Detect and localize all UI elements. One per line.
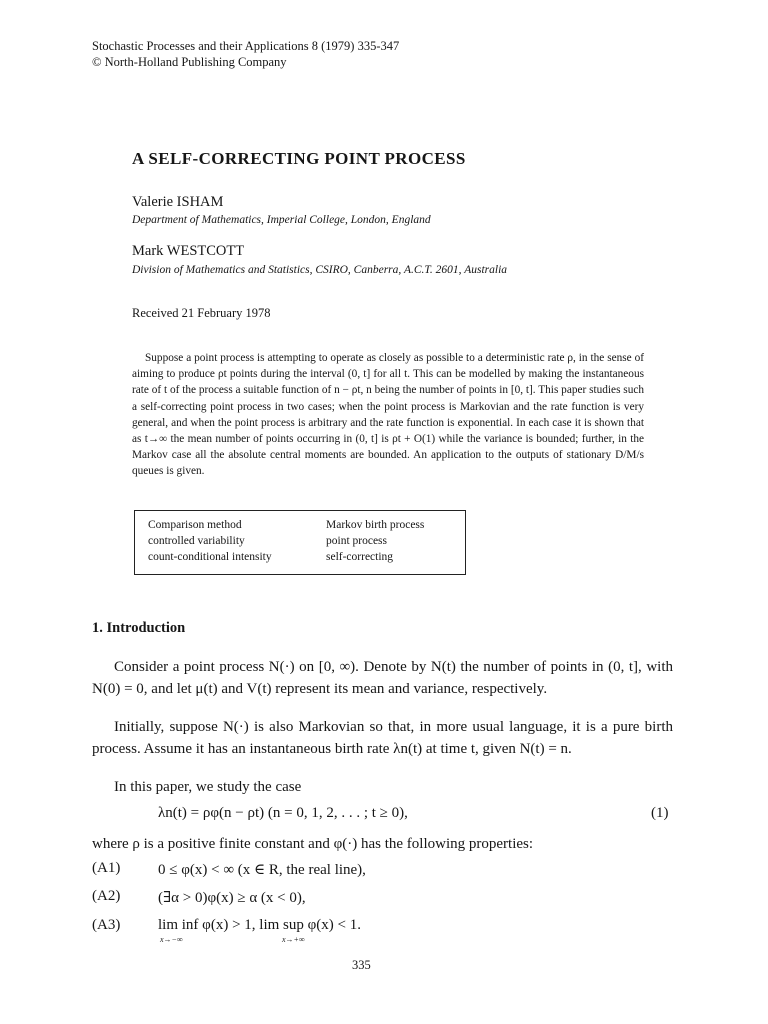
- keyword: Comparison method: [148, 519, 242, 531]
- abstract: Suppose a point process is attempting to operate as closely as possible to a deterministic rate ρ, in the sense of aiming to produce ρt points during the interval (0, t] for all t. This can be modelled by making the instantaneous rate of t of the process a suitable function of n − ρt, n being the number of points in [0, t]. This paper studies such a self-correcting point process in two cases; when the point process is Markovian and the rate function is very general, and when the point process is arbitrary and the rate function is exponential. In each case it is shown that as t→∞ the mean number of points occurring in (0, t] is ρt + O(1) while the variance is bounded; further, in the Markov case all the absolute central moments are bounded. An application to the outputs of stationary D/M/s queues is given.: [132, 352, 644, 478]
- equation: λn(t) = ρφ(n − ρt) (n = 0, 1, 2, . . . ; t ≥ 0),: [158, 805, 408, 821]
- author-name: Mark WESTCOTT: [132, 243, 245, 259]
- keywords-left-column: [148, 517, 272, 565]
- assumption-label: (A1): [92, 860, 121, 876]
- keyword: controlled variability: [148, 535, 245, 547]
- equation-number: (1): [651, 805, 669, 821]
- limit-subscript: x→+∞: [282, 935, 305, 944]
- assumption-text: (∃α > 0)φ(x) ≥ α (x < 0),: [158, 890, 306, 906]
- received-date: Received 21 February 1978: [132, 306, 271, 320]
- publisher-line: © North-Holland Publishing Company: [92, 55, 287, 69]
- assumption-text: lim inf φ(x) > 1, lim sup φ(x) < 1.: [158, 917, 361, 933]
- keywords-right-column: [326, 517, 424, 565]
- author-name: Valerie ISHAM: [132, 194, 224, 210]
- paragraph: Initially, suppose N(·) is also Markovian so that, in more usual language, it is a pure birth process. Assume it has an instantaneous birth rate λn(t) at time t, given N(t) = n.: [92, 719, 673, 757]
- assumption-label: (A3): [92, 917, 121, 933]
- keyword: Markov birth process: [326, 519, 425, 531]
- section-heading: 1. Introduction: [92, 620, 186, 636]
- paragraph: where ρ is a positive finite constant and φ(·) has the following properties:: [92, 836, 534, 852]
- keyword: self-correcting: [326, 551, 394, 563]
- limit-subscript: x→−∞: [160, 935, 183, 944]
- paragraph: In this paper, we study the case: [114, 779, 302, 795]
- journal-citation: Stochastic Processes and their Applications 8 (1979) 335-347: [92, 39, 400, 53]
- keyword: point process: [326, 535, 388, 547]
- assumption-label: (A2): [92, 888, 121, 904]
- paragraph: Consider a point process N(·) on [0, ∞). Denote by N(t) the number of points in (0, t], with N(0) = 0, and let μ(t) and V(t) represent its mean and variance, respectively.: [92, 659, 673, 697]
- author-affiliation: Department of Mathematics, Imperial College, London, England: [132, 214, 431, 226]
- page-number: 335: [352, 958, 371, 972]
- author-affiliation: Division of Mathematics and Statistics, CSIRO, Canberra, A.C.T. 2601, Australia: [132, 264, 508, 276]
- keyword: count-conditional intensity: [148, 551, 272, 563]
- paper-title: A SELF-CORRECTING POINT PROCESS: [132, 149, 466, 168]
- keywords-box: [134, 510, 466, 575]
- assumption-text: 0 ≤ φ(x) < ∞ (x ∈ R, the real line),: [158, 862, 366, 878]
